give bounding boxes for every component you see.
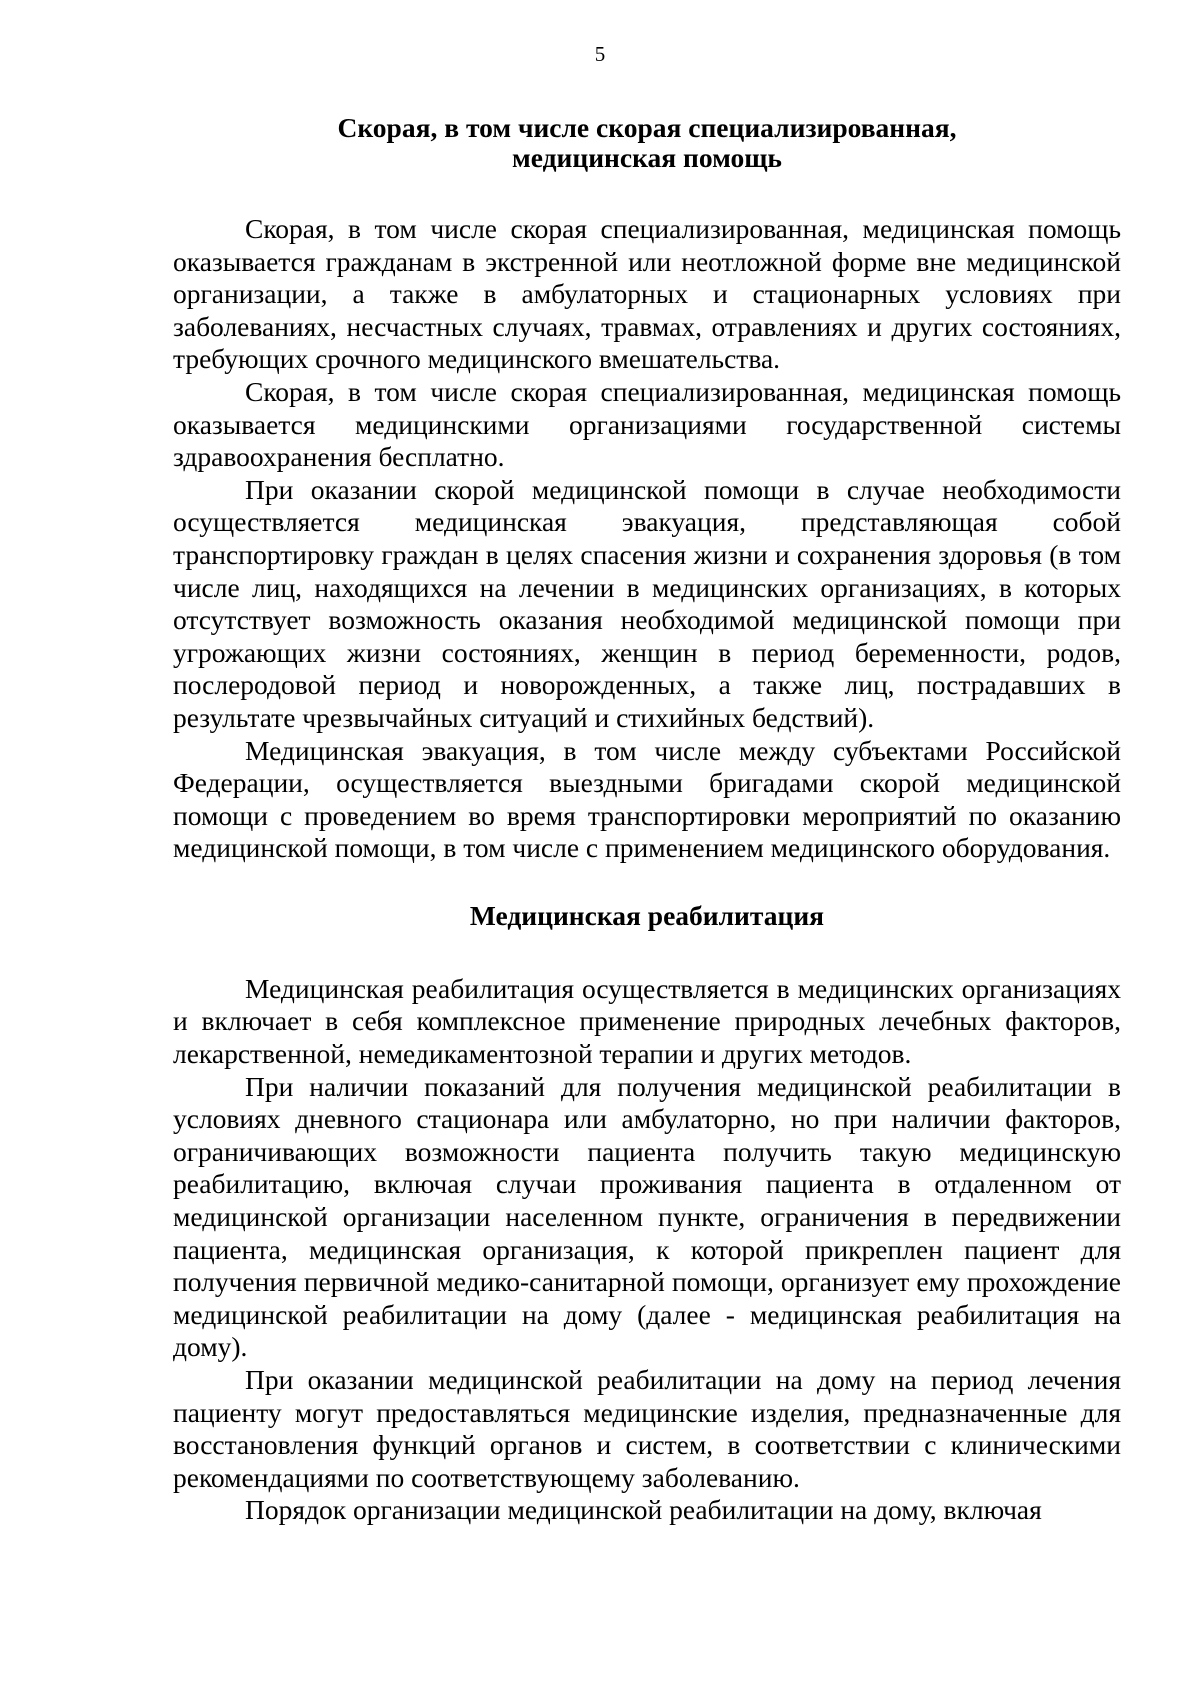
section-heading-emergency-care — [173, 113, 1121, 173]
paragraph: При наличии показаний для получения медицинской реабилитации в условиях дневного стационара или амбулаторно, но при наличии факторов, ограничивающих возможности пациента получить такую медицинскую реабилитацию, включая случаи проживания пациента в отдаленном от медицинской организации населенном пункте, ограничения в передвижении пациента, медицинская организация, к которой прикреплен пациент для получения первичной медико-санитарной помощи, организует ему прохождение медицинской реабилитации на дому (далее - медицинская реабилитация на дому). — [173, 1070, 1121, 1363]
page-number: 5 — [594, 42, 606, 66]
paragraph: Медицинская реабилитация осуществляется в медицинских организациях и включает в себя комплексное применение природных лечебных факторов, лекарственной, немедикаментозной терапии и других методов. — [173, 972, 1121, 1070]
document-body — [173, 113, 1121, 1527]
heading-line: Медицинская реабилитация — [469, 899, 825, 931]
paragraph: При оказании медицинской реабилитации на дому на период лечения пациенту могут предоставляться медицинские изделия, предназначенные для восстановления функций органов и систем, в соответствии с клиническими рекомендациями по соответствующему заболеванию. — [173, 1364, 1121, 1493]
heading-line: Скорая, в том числе скорая специализированная, — [337, 112, 957, 143]
paragraph: При оказании скорой медицинской помощи в случае необходимости осуществляется медицинская эвакуация, представляющая собой транспортировку граждан в целях спасения жизни и сохранения здоровья (в том числе лиц, находящихся на лечении в медицинских организациях, в которых отсутствует возможность оказания необходимой медицинской помощи при угрожающих жизни состояниях, женщин в период беременности, родов, послеродовой период и новорожденных, а также лиц, пострадавших в результате чрезвычайных ситуаций и стихийных бедствий). — [173, 473, 1121, 733]
paragraph: Скорая, в том числе скорая специализированная, медицинская помощь оказывается гражданам в экстренной или неотложной форме вне медицинской организации, а также в амбулаторных и стационарных условиях при заболеваниях, несчастных случаях, травмах, отравлениях и других состояниях, требующих срочного медицинского вмешательства. — [173, 213, 1121, 375]
paragraph: Порядок организации медицинской реабилитации на дому, включая — [245, 1494, 1042, 1526]
heading-line: медицинская помощь — [512, 142, 782, 173]
paragraph: Медицинская эвакуация, в том числе между субъектами Российской Федерации, осуществляется выездными бригадами скорой медицинской помощи с проведением во время транспортировки мероприятий по оказанию медицинской помощи, в том числе с применением медицинского оборудования. — [173, 734, 1121, 864]
paragraph: Скорая, в том числе скорая специализированная, медицинская помощь оказывается медицинскими организациями государственной системы здравоохранения бесплатно. — [173, 375, 1121, 473]
section-heading-rehabilitation — [173, 901, 1121, 931]
